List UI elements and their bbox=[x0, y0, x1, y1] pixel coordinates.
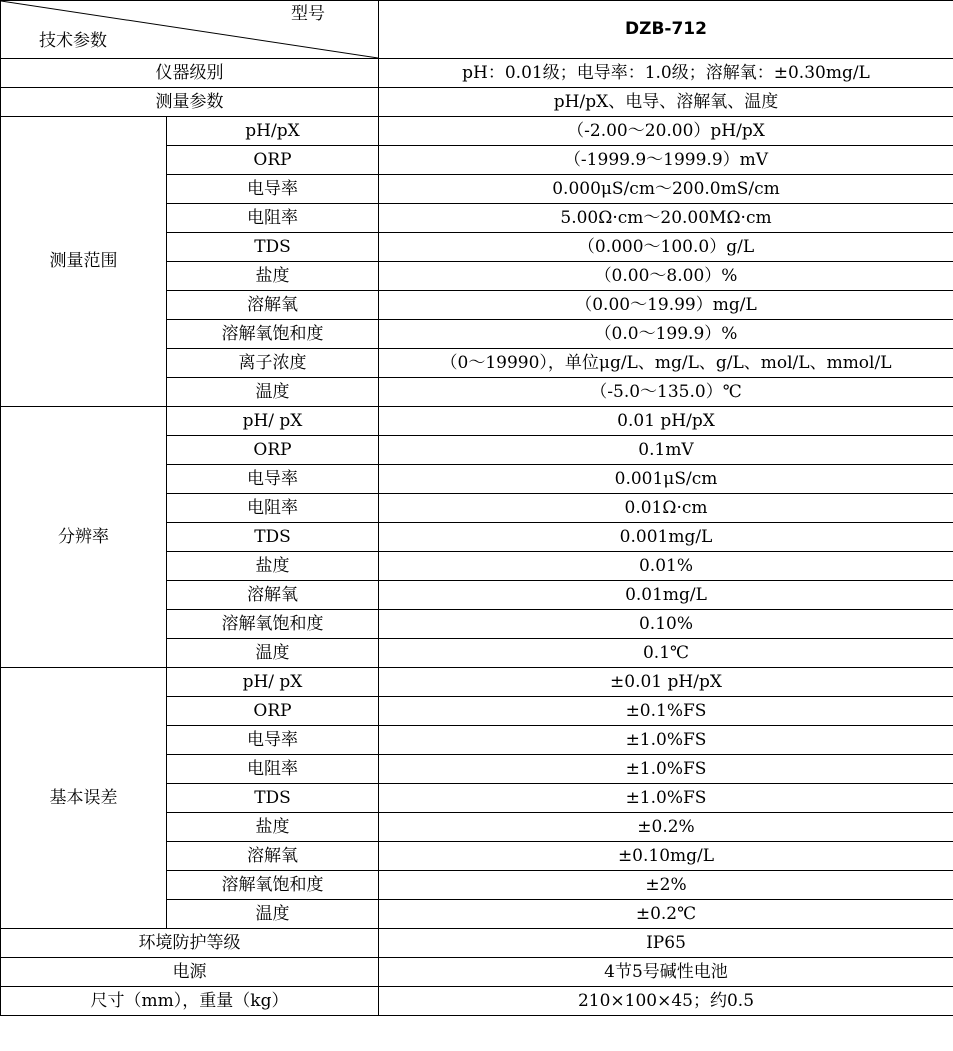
header-row bbox=[1, 1, 953, 59]
param-value: ±2% bbox=[379, 871, 953, 900]
param-value: （0.000～100.0）g/L bbox=[379, 233, 953, 262]
param-value: ±0.10mg/L bbox=[379, 842, 953, 871]
param-name: TDS bbox=[167, 784, 379, 813]
row-value: IP65 bbox=[379, 929, 953, 958]
param-value: （0.00～19.99）mg/L bbox=[379, 291, 953, 320]
row-label: 测量参数 bbox=[1, 88, 379, 117]
param-name: pH/ pX bbox=[167, 668, 379, 697]
row-label: 环境防护等级 bbox=[1, 929, 379, 958]
param-value: （0.0～199.9）% bbox=[379, 320, 953, 349]
table-row bbox=[1, 407, 953, 436]
param-name: 溶解氧 bbox=[167, 581, 379, 610]
param-value: ±0.2% bbox=[379, 813, 953, 842]
param-name: 盐度 bbox=[167, 552, 379, 581]
param-name: 溶解氧饱和度 bbox=[167, 320, 379, 349]
param-value: （0.00～8.00）% bbox=[379, 262, 953, 291]
row-label: 尺寸（mm），重量（kg） bbox=[1, 987, 379, 1016]
param-name: TDS bbox=[167, 233, 379, 262]
row-value: 210×100×45；约0.5 bbox=[379, 987, 953, 1016]
param-name: 离子浓度 bbox=[167, 349, 379, 378]
param-value: 0.000μS/cm～200.0mS/cm bbox=[379, 175, 953, 204]
param-value: ±0.01 pH/pX bbox=[379, 668, 953, 697]
param-value: （0～19990），单位μg/L、mg/L、g/L、mol/L、mmol/L bbox=[379, 349, 953, 378]
param-value: ±0.1%FS bbox=[379, 697, 953, 726]
param-value: 0.1mV bbox=[379, 436, 953, 465]
group-label-range: 测量范围 bbox=[1, 117, 167, 407]
param-name: ORP bbox=[167, 436, 379, 465]
power-row bbox=[1, 958, 953, 987]
row-label: 仪器级别 bbox=[1, 59, 379, 88]
param-name: 盐度 bbox=[167, 813, 379, 842]
param-name: 溶解氧 bbox=[167, 291, 379, 320]
param-name: 溶解氧 bbox=[167, 842, 379, 871]
size-weight-row bbox=[1, 987, 953, 1016]
param-name: 电导率 bbox=[167, 175, 379, 204]
param-value: 0.001mg/L bbox=[379, 523, 953, 552]
model-axis-label: 型号 bbox=[291, 4, 325, 24]
param-name: 温度 bbox=[167, 900, 379, 929]
row-label: 电源 bbox=[1, 958, 379, 987]
group-label-resolution: 分辨率 bbox=[1, 407, 167, 668]
param-name: 电导率 bbox=[167, 726, 379, 755]
param-value: 0.01 pH/pX bbox=[379, 407, 953, 436]
param-value: （-1999.9～1999.9）mV bbox=[379, 146, 953, 175]
parameter-axis-label: 技术参数 bbox=[39, 31, 107, 51]
param-value: ±1.0%FS bbox=[379, 726, 953, 755]
param-value: ±1.0%FS bbox=[379, 784, 953, 813]
param-value: 0.01mg/L bbox=[379, 581, 953, 610]
diagonal-header-cell bbox=[1, 1, 379, 59]
measured-params-row bbox=[1, 88, 953, 117]
table-row bbox=[1, 668, 953, 697]
param-name: pH/pX bbox=[167, 117, 379, 146]
param-name: 电阻率 bbox=[167, 494, 379, 523]
table-row bbox=[1, 117, 953, 146]
param-name: 溶解氧饱和度 bbox=[167, 871, 379, 900]
model-name: DZB-712 bbox=[379, 1, 953, 59]
param-value: 5.00Ω·cm～20.00MΩ·cm bbox=[379, 204, 953, 233]
param-value: 0.10% bbox=[379, 610, 953, 639]
row-value: 4节5号碱性电池 bbox=[379, 958, 953, 987]
param-name: 温度 bbox=[167, 639, 379, 668]
param-value: 0.01Ω·cm bbox=[379, 494, 953, 523]
param-name: 电导率 bbox=[167, 465, 379, 494]
param-value: ±0.2℃ bbox=[379, 900, 953, 929]
param-value: 0.01% bbox=[379, 552, 953, 581]
param-name: 电阻率 bbox=[167, 755, 379, 784]
param-value: 0.001μS/cm bbox=[379, 465, 953, 494]
group-label-error: 基本误差 bbox=[1, 668, 167, 929]
param-value: （-2.00～20.00）pH/pX bbox=[379, 117, 953, 146]
param-name: 电阻率 bbox=[167, 204, 379, 233]
instrument-class-row bbox=[1, 59, 953, 88]
param-value: 0.1℃ bbox=[379, 639, 953, 668]
protection-row bbox=[1, 929, 953, 958]
param-name: 溶解氧饱和度 bbox=[167, 610, 379, 639]
row-value: pH：0.01级；电导率：1.0级；溶解氧：±0.30mg/L bbox=[379, 59, 953, 88]
param-name: TDS bbox=[167, 523, 379, 552]
param-name: 盐度 bbox=[167, 262, 379, 291]
row-value: pH/pX、电导、溶解氧、温度 bbox=[379, 88, 953, 117]
param-name: ORP bbox=[167, 697, 379, 726]
param-name: pH/ pX bbox=[167, 407, 379, 436]
param-value: ±1.0%FS bbox=[379, 755, 953, 784]
param-value: （-5.0～135.0）℃ bbox=[379, 378, 953, 407]
param-name: 温度 bbox=[167, 378, 379, 407]
param-name: ORP bbox=[167, 146, 379, 175]
